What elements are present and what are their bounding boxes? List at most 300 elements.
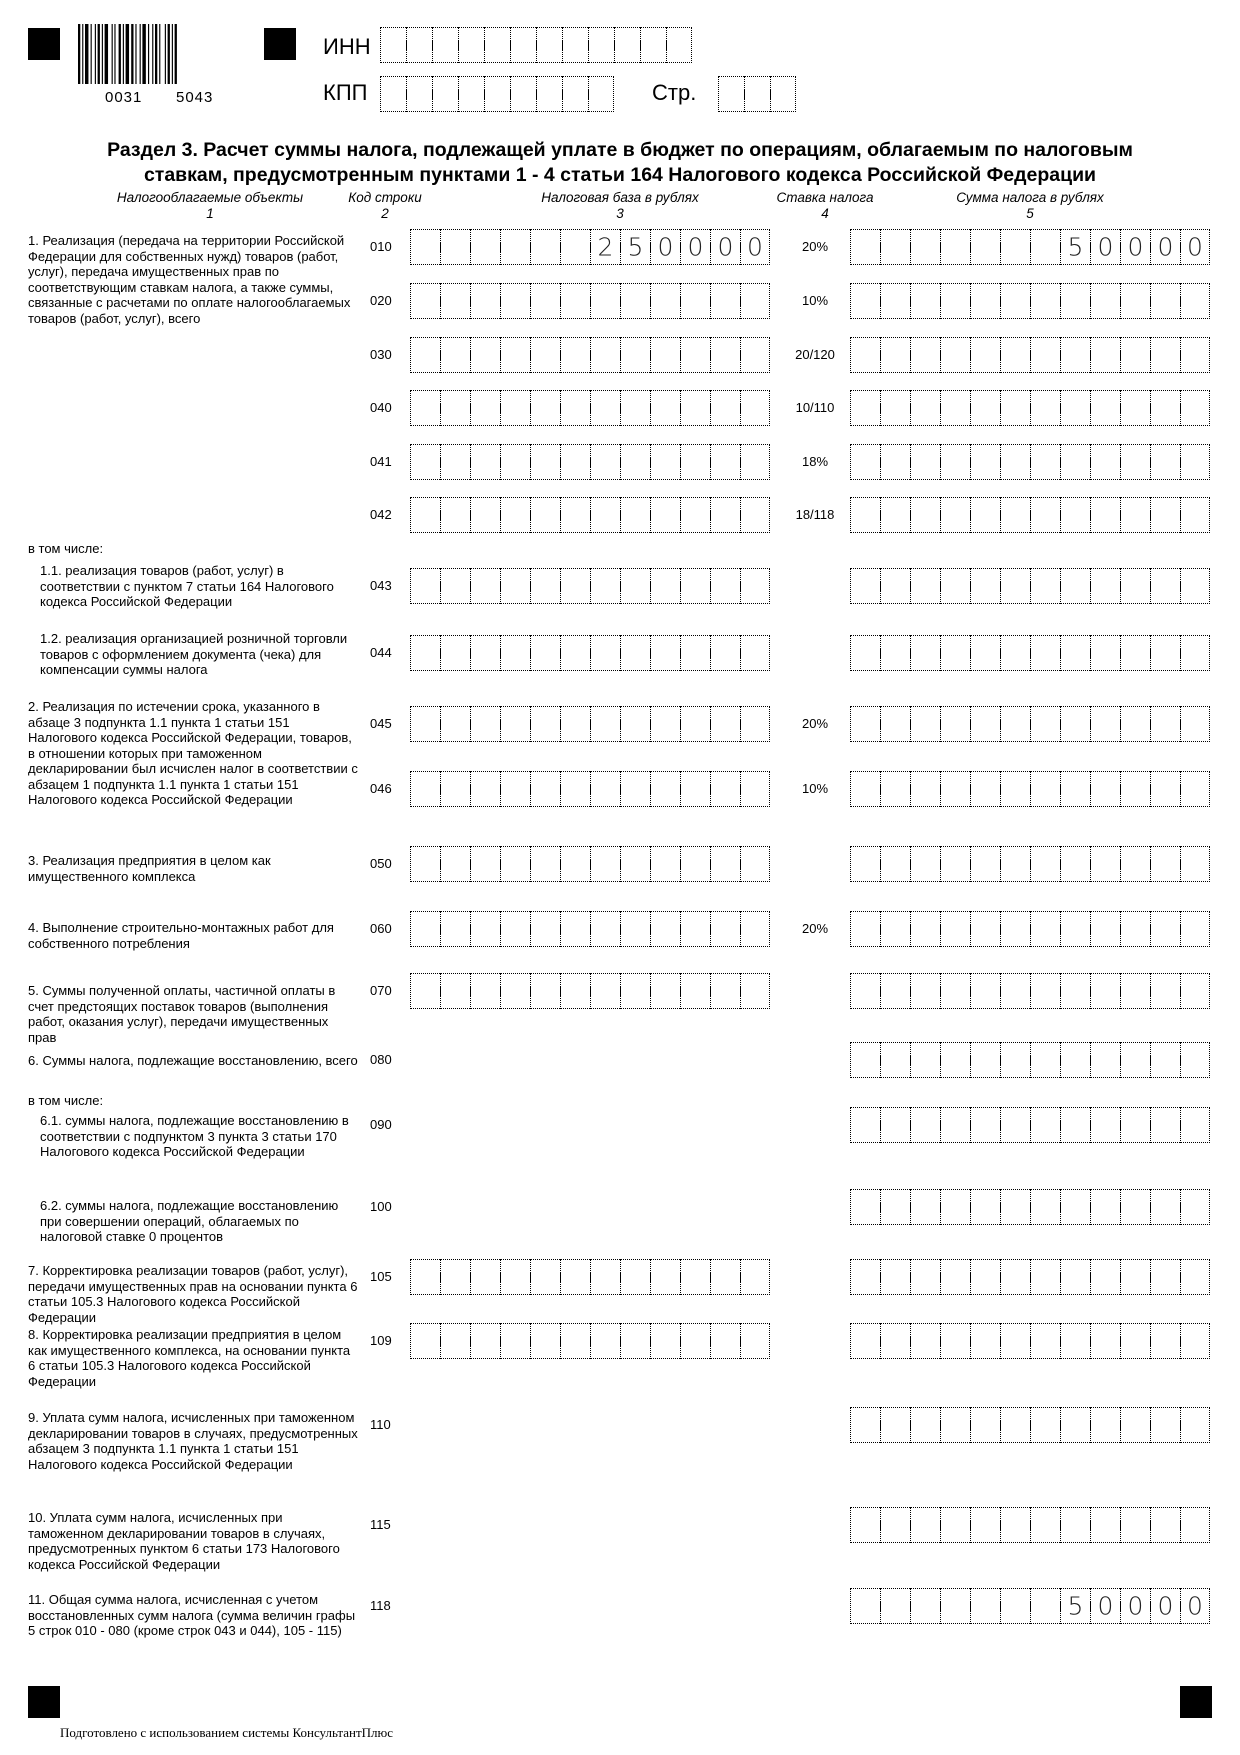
digit-cell[interactable]	[560, 635, 590, 671]
digit-cell[interactable]	[940, 283, 970, 319]
digit-cell[interactable]	[850, 1588, 880, 1624]
digit-cell[interactable]	[590, 1259, 620, 1295]
digit-cell[interactable]	[1180, 1507, 1210, 1543]
digit-cell[interactable]	[710, 846, 740, 882]
digit-cell[interactable]	[880, 1507, 910, 1543]
digit-cell[interactable]	[850, 771, 880, 807]
tax-amount-field[interactable]	[850, 390, 1210, 426]
digit-cell[interactable]	[614, 27, 640, 63]
digit-cell[interactable]	[880, 1189, 910, 1225]
digit-cell[interactable]	[410, 635, 440, 671]
digit-cell[interactable]	[1090, 1107, 1120, 1143]
digit-cell[interactable]	[740, 444, 770, 480]
digit-cell[interactable]	[710, 1259, 740, 1295]
digit-cell[interactable]	[940, 911, 970, 947]
digit-cell[interactable]	[410, 229, 440, 265]
digit-cell[interactable]	[850, 497, 880, 533]
digit-cell[interactable]	[1000, 911, 1030, 947]
digit-cell[interactable]	[1180, 444, 1210, 480]
digit-cell[interactable]	[740, 497, 770, 533]
digit-cell[interactable]	[1150, 1259, 1180, 1295]
digit-cell[interactable]	[850, 390, 880, 426]
digit-cell[interactable]	[410, 497, 440, 533]
digit-cell[interactable]	[410, 444, 440, 480]
digit-cell[interactable]	[1090, 1323, 1120, 1359]
digit-cell[interactable]	[650, 1323, 680, 1359]
digit-cell[interactable]	[680, 1259, 710, 1295]
digit-cell[interactable]	[500, 390, 530, 426]
digit-cell[interactable]	[940, 635, 970, 671]
digit-cell[interactable]	[1000, 283, 1030, 319]
digit-cell[interactable]	[560, 390, 590, 426]
digit-cell[interactable]	[1120, 1407, 1150, 1443]
digit-cell[interactable]	[530, 444, 560, 480]
digit-cell[interactable]	[1030, 283, 1060, 319]
digit-cell[interactable]	[740, 283, 770, 319]
digit-cell[interactable]	[910, 1507, 940, 1543]
digit-cell[interactable]	[880, 283, 910, 319]
digit-cell[interactable]	[710, 706, 740, 742]
digit-cell[interactable]	[590, 337, 620, 373]
digit-cell[interactable]	[710, 911, 740, 947]
digit-cell[interactable]	[1120, 1259, 1150, 1295]
digit-cell[interactable]	[650, 497, 680, 533]
digit-cell[interactable]	[1030, 444, 1060, 480]
digit-cell[interactable]	[1060, 390, 1090, 426]
digit-cell[interactable]	[620, 846, 650, 882]
digit-cell[interactable]	[970, 911, 1000, 947]
digit-cell[interactable]	[970, 1407, 1000, 1443]
digit-cell[interactable]	[970, 1042, 1000, 1078]
digit-cell[interactable]	[1120, 911, 1150, 947]
digit-cell[interactable]: 0	[1090, 229, 1120, 265]
digit-cell[interactable]	[910, 390, 940, 426]
digit-cell[interactable]	[1060, 973, 1090, 1009]
digit-cell[interactable]	[650, 283, 680, 319]
digit-cell[interactable]	[410, 568, 440, 604]
digit-cell[interactable]	[560, 771, 590, 807]
digit-cell[interactable]	[530, 973, 560, 1009]
digit-cell[interactable]	[940, 1042, 970, 1078]
digit-cell[interactable]	[1120, 1323, 1150, 1359]
digit-cell[interactable]	[1180, 283, 1210, 319]
digit-cell[interactable]	[880, 1588, 910, 1624]
digit-cell[interactable]	[410, 283, 440, 319]
digit-cell[interactable]	[910, 706, 940, 742]
digit-cell[interactable]	[440, 1323, 470, 1359]
digit-cell[interactable]	[740, 911, 770, 947]
digit-cell[interactable]	[910, 283, 940, 319]
digit-cell[interactable]	[620, 444, 650, 480]
digit-cell[interactable]	[1120, 444, 1150, 480]
digit-cell[interactable]	[850, 706, 880, 742]
digit-cell[interactable]	[500, 229, 530, 265]
digit-cell[interactable]	[470, 635, 500, 671]
digit-cell[interactable]	[1180, 1323, 1210, 1359]
digit-cell[interactable]	[680, 337, 710, 373]
digit-cell[interactable]	[740, 846, 770, 882]
digit-cell[interactable]	[1030, 911, 1060, 947]
digit-cell[interactable]	[410, 911, 440, 947]
digit-cell[interactable]	[406, 27, 432, 63]
tax-amount-field[interactable]	[850, 635, 1210, 671]
digit-cell[interactable]	[740, 1323, 770, 1359]
digit-cell[interactable]	[620, 283, 650, 319]
digit-cell[interactable]	[710, 568, 740, 604]
digit-cell[interactable]	[530, 706, 560, 742]
digit-cell[interactable]	[1120, 1507, 1150, 1543]
page-number-field[interactable]	[718, 76, 796, 112]
digit-cell[interactable]	[1060, 1259, 1090, 1295]
digit-cell[interactable]	[970, 1588, 1000, 1624]
digit-cell[interactable]	[1180, 337, 1210, 373]
digit-cell[interactable]	[740, 706, 770, 742]
digit-cell[interactable]	[470, 497, 500, 533]
digit-cell[interactable]	[410, 390, 440, 426]
tax-base-field[interactable]	[410, 973, 770, 1009]
digit-cell[interactable]	[940, 846, 970, 882]
digit-cell[interactable]	[560, 706, 590, 742]
digit-cell[interactable]	[1030, 390, 1060, 426]
digit-cell[interactable]	[1030, 229, 1060, 265]
digit-cell[interactable]	[970, 568, 1000, 604]
digit-cell[interactable]	[850, 229, 880, 265]
digit-cell[interactable]	[1000, 771, 1030, 807]
digit-cell[interactable]	[440, 444, 470, 480]
digit-cell[interactable]	[1090, 497, 1120, 533]
digit-cell[interactable]	[1030, 337, 1060, 373]
digit-cell[interactable]	[1060, 635, 1090, 671]
digit-cell[interactable]	[510, 76, 536, 112]
tax-base-field[interactable]	[410, 846, 770, 882]
digit-cell[interactable]	[1150, 568, 1180, 604]
digit-cell[interactable]	[1120, 390, 1150, 426]
digit-cell[interactable]	[680, 1323, 710, 1359]
digit-cell[interactable]: 0	[710, 229, 740, 265]
digit-cell[interactable]	[590, 846, 620, 882]
digit-cell[interactable]	[588, 27, 614, 63]
digit-cell[interactable]	[1180, 973, 1210, 1009]
digit-cell[interactable]	[470, 229, 500, 265]
digit-cell[interactable]	[536, 76, 562, 112]
digit-cell[interactable]	[1180, 846, 1210, 882]
digit-cell[interactable]	[1180, 771, 1210, 807]
digit-cell[interactable]	[1150, 390, 1180, 426]
tax-amount-field[interactable]	[850, 973, 1210, 1009]
digit-cell[interactable]	[1030, 568, 1060, 604]
digit-cell[interactable]	[560, 568, 590, 604]
digit-cell[interactable]	[744, 76, 770, 112]
digit-cell[interactable]	[1150, 283, 1180, 319]
digit-cell[interactable]	[680, 911, 710, 947]
digit-cell[interactable]	[680, 635, 710, 671]
digit-cell[interactable]: 0	[1090, 1588, 1120, 1624]
digit-cell[interactable]	[440, 635, 470, 671]
digit-cell[interactable]	[470, 444, 500, 480]
tax-base-field[interactable]	[410, 229, 770, 265]
digit-cell[interactable]	[440, 568, 470, 604]
digit-cell[interactable]	[562, 76, 588, 112]
digit-cell[interactable]	[440, 229, 470, 265]
digit-cell[interactable]	[1030, 846, 1060, 882]
digit-cell[interactable]	[910, 846, 940, 882]
digit-cell[interactable]	[590, 706, 620, 742]
tax-amount-field[interactable]	[850, 706, 1210, 742]
digit-cell[interactable]	[590, 771, 620, 807]
digit-cell[interactable]	[510, 27, 536, 63]
digit-cell[interactable]	[710, 1323, 740, 1359]
digit-cell[interactable]	[1030, 1107, 1060, 1143]
digit-cell[interactable]	[484, 27, 510, 63]
digit-cell[interactable]	[1060, 706, 1090, 742]
digit-cell[interactable]	[620, 337, 650, 373]
digit-cell[interactable]	[1120, 635, 1150, 671]
digit-cell[interactable]	[470, 337, 500, 373]
digit-cell[interactable]	[680, 846, 710, 882]
kpp-field[interactable]	[380, 76, 614, 112]
digit-cell[interactable]	[500, 973, 530, 1009]
digit-cell[interactable]	[940, 497, 970, 533]
digit-cell[interactable]	[560, 229, 590, 265]
digit-cell[interactable]	[1180, 497, 1210, 533]
digit-cell[interactable]	[560, 283, 590, 319]
digit-cell[interactable]	[470, 283, 500, 319]
digit-cell[interactable]	[470, 568, 500, 604]
digit-cell[interactable]	[560, 911, 590, 947]
digit-cell[interactable]	[620, 973, 650, 1009]
digit-cell[interactable]	[1090, 771, 1120, 807]
digit-cell[interactable]	[740, 568, 770, 604]
digit-cell[interactable]	[880, 444, 910, 480]
digit-cell[interactable]	[620, 1259, 650, 1295]
digit-cell[interactable]	[1180, 1259, 1210, 1295]
digit-cell[interactable]	[880, 635, 910, 671]
digit-cell[interactable]	[560, 444, 590, 480]
digit-cell[interactable]	[560, 1323, 590, 1359]
digit-cell[interactable]	[880, 973, 910, 1009]
digit-cell[interactable]	[680, 283, 710, 319]
digit-cell[interactable]	[530, 283, 560, 319]
tax-amount-field[interactable]	[850, 444, 1210, 480]
digit-cell[interactable]	[590, 973, 620, 1009]
digit-cell[interactable]	[1060, 337, 1090, 373]
digit-cell[interactable]	[500, 635, 530, 671]
digit-cell[interactable]	[530, 337, 560, 373]
digit-cell[interactable]	[590, 635, 620, 671]
digit-cell[interactable]	[680, 973, 710, 1009]
digit-cell[interactable]	[650, 635, 680, 671]
digit-cell[interactable]	[970, 1259, 1000, 1295]
digit-cell[interactable]	[850, 1407, 880, 1443]
digit-cell[interactable]	[1060, 1107, 1090, 1143]
digit-cell[interactable]	[380, 76, 406, 112]
tax-base-field[interactable]	[410, 1259, 770, 1295]
digit-cell[interactable]	[1090, 635, 1120, 671]
tax-amount-field[interactable]	[850, 1407, 1210, 1443]
tax-base-field[interactable]	[410, 568, 770, 604]
digit-cell[interactable]	[940, 973, 970, 1009]
digit-cell[interactable]	[880, 771, 910, 807]
digit-cell[interactable]	[500, 1323, 530, 1359]
digit-cell[interactable]	[940, 1407, 970, 1443]
digit-cell[interactable]	[470, 1323, 500, 1359]
digit-cell[interactable]	[1120, 846, 1150, 882]
digit-cell[interactable]	[740, 337, 770, 373]
tax-base-field[interactable]	[410, 771, 770, 807]
digit-cell[interactable]	[910, 635, 940, 671]
digit-cell[interactable]	[1090, 911, 1120, 947]
digit-cell[interactable]	[970, 771, 1000, 807]
digit-cell[interactable]	[850, 973, 880, 1009]
digit-cell[interactable]	[620, 911, 650, 947]
digit-cell[interactable]	[470, 846, 500, 882]
digit-cell[interactable]	[1150, 1407, 1180, 1443]
digit-cell[interactable]	[710, 771, 740, 807]
digit-cell[interactable]	[458, 27, 484, 63]
digit-cell[interactable]	[1180, 568, 1210, 604]
digit-cell[interactable]	[440, 911, 470, 947]
digit-cell[interactable]	[1000, 229, 1030, 265]
digit-cell[interactable]	[850, 1507, 880, 1543]
digit-cell[interactable]	[1090, 1189, 1120, 1225]
digit-cell[interactable]	[1120, 1042, 1150, 1078]
digit-cell[interactable]	[880, 846, 910, 882]
digit-cell[interactable]	[1000, 1588, 1030, 1624]
digit-cell[interactable]	[680, 706, 710, 742]
digit-cell[interactable]	[1150, 497, 1180, 533]
digit-cell[interactable]	[970, 706, 1000, 742]
digit-cell[interactable]	[650, 846, 680, 882]
digit-cell[interactable]	[1180, 1107, 1210, 1143]
digit-cell[interactable]	[710, 390, 740, 426]
digit-cell[interactable]	[1030, 1507, 1060, 1543]
digit-cell[interactable]	[440, 706, 470, 742]
digit-cell[interactable]	[910, 568, 940, 604]
digit-cell[interactable]	[1030, 497, 1060, 533]
digit-cell[interactable]	[1060, 444, 1090, 480]
digit-cell[interactable]	[620, 497, 650, 533]
digit-cell[interactable]	[590, 1323, 620, 1359]
digit-cell[interactable]	[650, 1259, 680, 1295]
digit-cell[interactable]	[1030, 973, 1060, 1009]
digit-cell[interactable]	[910, 444, 940, 480]
digit-cell[interactable]	[1090, 1259, 1120, 1295]
digit-cell[interactable]	[880, 1323, 910, 1359]
digit-cell[interactable]	[940, 229, 970, 265]
tax-amount-field[interactable]	[850, 337, 1210, 373]
digit-cell[interactable]	[680, 497, 710, 533]
digit-cell[interactable]	[530, 1323, 560, 1359]
digit-cell[interactable]	[440, 771, 470, 807]
digit-cell[interactable]	[1150, 771, 1180, 807]
digit-cell[interactable]	[530, 771, 560, 807]
digit-cell[interactable]	[1120, 771, 1150, 807]
digit-cell[interactable]	[1030, 1407, 1060, 1443]
digit-cell[interactable]	[1030, 771, 1060, 807]
digit-cell[interactable]	[850, 1259, 880, 1295]
digit-cell[interactable]	[940, 568, 970, 604]
digit-cell[interactable]	[850, 337, 880, 373]
tax-base-field[interactable]	[410, 283, 770, 319]
digit-cell[interactable]	[560, 973, 590, 1009]
digit-cell[interactable]	[500, 497, 530, 533]
digit-cell[interactable]	[1030, 706, 1060, 742]
digit-cell[interactable]	[970, 283, 1000, 319]
digit-cell[interactable]	[850, 283, 880, 319]
digit-cell[interactable]	[440, 337, 470, 373]
digit-cell[interactable]	[500, 846, 530, 882]
digit-cell[interactable]	[910, 911, 940, 947]
digit-cell[interactable]	[940, 1507, 970, 1543]
digit-cell[interactable]	[850, 1042, 880, 1078]
digit-cell[interactable]	[650, 390, 680, 426]
digit-cell[interactable]	[500, 771, 530, 807]
digit-cell[interactable]	[910, 1323, 940, 1359]
digit-cell[interactable]	[1060, 1507, 1090, 1543]
digit-cell[interactable]	[588, 76, 614, 112]
digit-cell[interactable]	[1030, 1042, 1060, 1078]
digit-cell[interactable]	[1090, 444, 1120, 480]
digit-cell[interactable]: 0	[1150, 229, 1180, 265]
digit-cell[interactable]	[590, 390, 620, 426]
digit-cell[interactable]	[470, 390, 500, 426]
digit-cell[interactable]	[1000, 497, 1030, 533]
digit-cell[interactable]	[940, 444, 970, 480]
tax-base-field[interactable]	[410, 706, 770, 742]
digit-cell[interactable]	[440, 973, 470, 1009]
digit-cell[interactable]	[560, 846, 590, 882]
digit-cell[interactable]	[710, 337, 740, 373]
digit-cell[interactable]	[740, 635, 770, 671]
digit-cell[interactable]	[940, 1588, 970, 1624]
tax-base-field[interactable]	[410, 1323, 770, 1359]
digit-cell[interactable]	[432, 76, 458, 112]
digit-cell[interactable]	[970, 1507, 1000, 1543]
digit-cell[interactable]	[410, 771, 440, 807]
tax-base-field[interactable]	[410, 497, 770, 533]
digit-cell[interactable]	[620, 390, 650, 426]
digit-cell[interactable]: 0	[650, 229, 680, 265]
digit-cell[interactable]	[470, 706, 500, 742]
digit-cell[interactable]	[560, 337, 590, 373]
digit-cell[interactable]	[440, 283, 470, 319]
tax-base-field[interactable]	[410, 635, 770, 671]
digit-cell[interactable]	[500, 706, 530, 742]
digit-cell[interactable]	[910, 229, 940, 265]
digit-cell[interactable]	[1000, 1323, 1030, 1359]
digit-cell[interactable]	[910, 497, 940, 533]
digit-cell[interactable]	[1060, 1189, 1090, 1225]
digit-cell[interactable]	[650, 973, 680, 1009]
digit-cell[interactable]	[710, 635, 740, 671]
digit-cell[interactable]	[484, 76, 510, 112]
tax-amount-field[interactable]	[850, 1259, 1210, 1295]
digit-cell[interactable]	[1150, 635, 1180, 671]
digit-cell[interactable]	[1150, 911, 1180, 947]
digit-cell[interactable]	[710, 497, 740, 533]
digit-cell[interactable]	[850, 846, 880, 882]
digit-cell[interactable]	[970, 1189, 1000, 1225]
digit-cell[interactable]	[1180, 1407, 1210, 1443]
digit-cell[interactable]	[910, 1588, 940, 1624]
digit-cell[interactable]	[910, 1107, 940, 1143]
digit-cell[interactable]	[1120, 497, 1150, 533]
digit-cell[interactable]	[590, 568, 620, 604]
digit-cell[interactable]: 2	[590, 229, 620, 265]
digit-cell[interactable]	[562, 27, 588, 63]
digit-cell[interactable]	[1150, 973, 1180, 1009]
digit-cell[interactable]	[470, 911, 500, 947]
